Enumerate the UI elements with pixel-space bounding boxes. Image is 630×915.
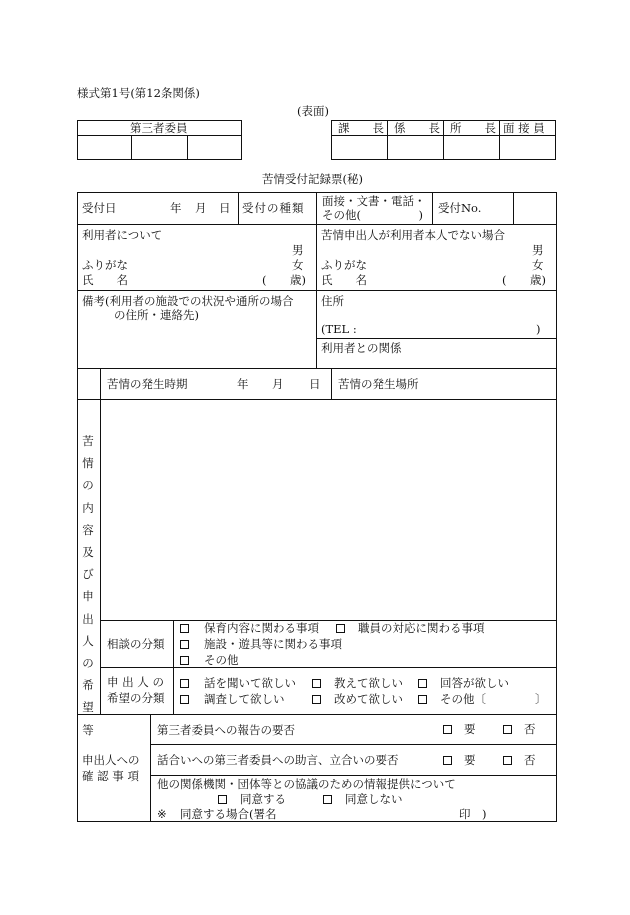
q3-agree-label: 同意する (240, 792, 286, 806)
wish-other-close: 〕 (535, 692, 547, 706)
user-female[interactable]: 女 (292, 258, 304, 272)
remarks-line-2: の住所・連絡先) (114, 308, 199, 322)
reception-type-options-1: 面接・文書・電話・ (322, 194, 426, 208)
col-line (173, 620, 174, 714)
wish-checkbox-listen[interactable] (180, 679, 189, 688)
applicant-furigana-label: ふりがな (321, 258, 367, 272)
note-mark: ※ (157, 807, 167, 821)
occurrence-month-unit: 月 (272, 377, 284, 391)
reception-type-options-2: その他( ) (322, 208, 423, 222)
consult-item-childcare: 保育内容に関わる事項 (204, 621, 319, 635)
q2-need-label: 要 (464, 753, 476, 767)
row-line (100, 620, 557, 621)
row-line (316, 338, 557, 339)
col-line (238, 192, 239, 224)
approval-col-interviewer: 面 接 員 (503, 121, 545, 135)
seal-label: 印 ) (459, 807, 487, 821)
form-number: 様式第1号(第12条関係) (77, 86, 200, 100)
col-line (316, 192, 317, 368)
reception-type-label: 受付の種類 (242, 201, 305, 215)
user-age-open: ( (262, 273, 267, 287)
q3-disagree-label: 同意しない (345, 792, 403, 806)
applicant-heading: 苦情申出人が利用者本人でない場合 (321, 228, 505, 242)
relation-field[interactable] (400, 340, 550, 366)
applicant-male[interactable]: 男 (532, 243, 544, 257)
reception-no-label: 受付No. (438, 201, 482, 215)
user-heading: 利用者について (82, 228, 163, 242)
consult-item-facility: 施設・遊具等に関わる事項 (204, 637, 342, 651)
row-line (77, 368, 557, 369)
col-line (331, 368, 332, 399)
q2-need-checkbox[interactable] (443, 756, 452, 765)
wish-item-listen: 話を聞いて欲しい (204, 676, 296, 690)
wish-checkbox-improve[interactable] (312, 695, 321, 704)
q1-no-need-checkbox[interactable] (503, 725, 512, 734)
wish-item-investigate: 調査して欲しい (204, 692, 285, 706)
consult-checkbox-facility[interactable] (180, 640, 189, 649)
col-line (513, 192, 514, 224)
q1-need-checkbox[interactable] (443, 725, 452, 734)
q2-no-need-label: 否 (524, 753, 536, 767)
consult-item-other: その他 (204, 653, 239, 667)
applicant-age-unit: 歳) (530, 273, 546, 287)
row-line (77, 399, 557, 400)
committee-label: 第三者委員 (130, 121, 188, 135)
approval-stamp-field-4[interactable] (500, 136, 555, 159)
wish-other-field[interactable] (496, 691, 532, 706)
content-vertical-label: 苦 情 の 内 容 及 び 申 出 人 の 希 望 等 (82, 434, 94, 737)
confirm-label-1: 申出人への (82, 753, 140, 767)
signature-field[interactable] (290, 806, 450, 820)
form-title: 苦情受付記録票(秘) (262, 172, 363, 186)
wish-item-answer: 回答が欲しい (440, 676, 509, 690)
reception-date-label: 受付日 (82, 201, 117, 215)
user-furigana-label: ふりがな (82, 258, 128, 272)
occurrence-place-label: 苦情の発生場所 (338, 377, 419, 391)
address-tel-close: ) (536, 322, 541, 336)
remarks-line-1: 備考(利用者の施設での状況や通所の場合 (82, 294, 294, 308)
wish-item-other: その他〔 (440, 692, 486, 706)
reception-no-field[interactable] (515, 195, 555, 221)
wish-checkbox-other[interactable] (418, 695, 427, 704)
confirm-q2: 話合いへの第三者委員への助言、立合いの要否 (157, 753, 399, 767)
approval-col-director: 所 長 (450, 121, 496, 135)
occurrence-date-field[interactable] (200, 372, 328, 396)
col-line (150, 714, 151, 822)
confirm-label-2: 確 認 事 項 (82, 769, 139, 783)
row-line (100, 667, 557, 668)
confirm-q1: 第三者委員への報告の要否 (157, 723, 295, 737)
row-line (150, 744, 557, 745)
reception-month-unit: 月 (195, 201, 207, 215)
relation-label: 利用者との関係 (321, 341, 402, 355)
row-line (77, 224, 557, 225)
q1-no-need-label: 否 (524, 722, 536, 736)
consult-checkbox-staff[interactable] (336, 624, 345, 633)
user-name-field[interactable] (135, 256, 255, 288)
applicant-name-label: 氏 名 (321, 273, 367, 287)
wish-checkbox-answer[interactable] (418, 679, 427, 688)
reception-date-field[interactable] (125, 196, 235, 220)
remarks-field[interactable] (80, 325, 312, 365)
occurrence-day-unit: 日 (309, 377, 321, 391)
committee-sign-field-3[interactable] (188, 136, 241, 159)
user-name-label: 氏 名 (82, 273, 128, 287)
confirm-q3: 他の関係機関・団体等との協議のための情報提供について (157, 777, 456, 791)
consult-checkbox-childcare[interactable] (180, 624, 189, 633)
approval-col-subsection-chief: 係 長 (394, 121, 440, 135)
consult-item-staff: 職員の対応に関わる事項 (358, 621, 485, 635)
reception-year-unit: 年 (170, 201, 182, 215)
reception-day-unit: 日 (219, 201, 231, 215)
occurrence-time-label: 苦情の発生時期 (107, 377, 188, 391)
wish-item-improve: 改めて欲しい (334, 692, 403, 706)
consult-checkbox-other[interactable] (180, 656, 189, 665)
q3-disagree-checkbox[interactable] (323, 795, 332, 804)
q2-no-need-checkbox[interactable] (503, 756, 512, 765)
approval-col-section-chief: 課 長 (338, 121, 384, 135)
approval-stamp-field-3[interactable] (444, 136, 498, 159)
tel-field[interactable] (360, 321, 530, 336)
wish-label-2: 希望の分類 (107, 691, 165, 705)
col-line (100, 368, 101, 714)
wish-checkbox-investigate[interactable] (180, 695, 189, 704)
wish-item-teach: 教えて欲しい (334, 676, 403, 690)
committee-sign-field-1[interactable] (78, 136, 130, 159)
row-line (150, 775, 557, 776)
q3-agree-checkbox[interactable] (218, 795, 227, 804)
address-field[interactable] (345, 292, 550, 320)
row-line (77, 714, 557, 715)
applicant-female[interactable]: 女 (532, 258, 544, 272)
applicant-age-open: ( (502, 273, 507, 287)
col-line (432, 192, 433, 224)
committee-sign-field-2[interactable] (132, 136, 186, 159)
address-tel-label: (TEL : (321, 322, 357, 336)
consult-label: 相談の分類 (107, 637, 165, 651)
approval-stamp-field-2[interactable] (388, 136, 442, 159)
approval-stamp-field-1[interactable] (332, 136, 386, 159)
occurrence-place-field[interactable] (430, 372, 554, 396)
occurrence-year-unit: 年 (237, 377, 249, 391)
wish-checkbox-teach[interactable] (312, 679, 321, 688)
side-label: (表面) (297, 104, 329, 118)
user-age-unit: 歳) (290, 273, 306, 287)
complaint-content-field[interactable] (102, 401, 554, 618)
signature-label: 同意する場合(署名 (180, 807, 277, 821)
applicant-name-field[interactable] (374, 256, 494, 288)
wish-label-1: 申 出 人 の (107, 675, 164, 689)
row-line (77, 290, 557, 291)
q1-need-label: 要 (464, 722, 476, 736)
address-label: 住所 (321, 294, 344, 308)
user-male[interactable]: 男 (292, 243, 304, 257)
